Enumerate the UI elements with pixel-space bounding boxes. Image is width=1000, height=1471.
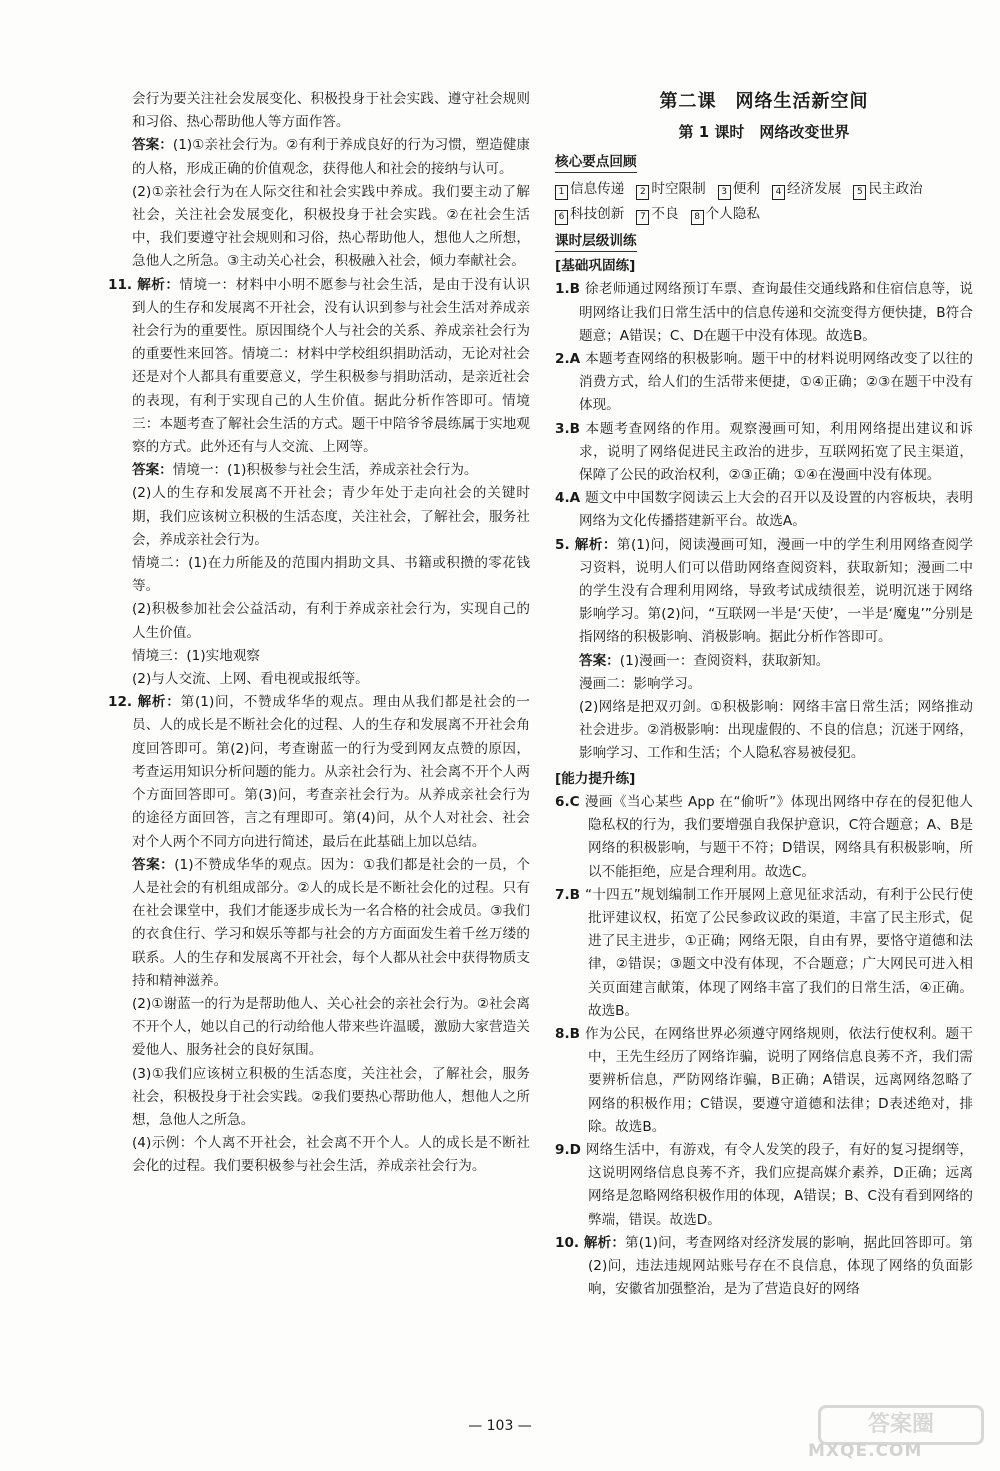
label: 解析：	[137, 694, 181, 711]
left-paragraph	[108, 1132, 530, 1178]
left-paragraph	[108, 552, 530, 598]
watermark	[808, 1405, 988, 1465]
paragraph-text: (1)①亲社会行为。②有利于养成良好的行为习惯，塑造健康的人格，形成正确的价值观念，获得他人和社会的接纳与认可。	[132, 137, 530, 177]
key-point-index: 6	[555, 210, 568, 225]
question-item	[555, 418, 973, 488]
left-paragraph	[108, 88, 530, 134]
question-number: 4.A	[555, 490, 586, 507]
paragraph-text: (2)人的生存和发展离不开社会；青少年处于走向社会的关键时期，我们应该树立积极的生活态度，关注社会，了解社会，服务社会，养成亲社会行为。	[132, 485, 530, 548]
label: 解析：	[574, 536, 617, 553]
paragraph-text: 作为公民，在网络世界必须遵守网络规则，依法行使权利。题干中，王先生经历了网络诈骗，说明了网络信息良莠不齐，我们需要辨析信息，严防网络诈骗，B正确；A错误，远离网络忽略了网络的积极作用；C错误，要遵守道德和法律；D表述绝对，排除。故选B。	[585, 1025, 974, 1135]
key-point	[772, 178, 841, 201]
q5-answer	[555, 650, 973, 766]
key-point-text: 经济发展	[786, 180, 842, 197]
paragraph-text: 第(1)问，考查网络对经济发展的影响，据此回答即可。第(2)问，违法违规网站账号存在不良信息，体现了网络的负面影响，安徽省加强整治，是为了营造良好的网络	[588, 1234, 973, 1298]
paragraph-text: (2)①亲社会行为在人际交往和社会实践中养成。我们要主动了解社会，关注社会发展变化，积极投身于社会实践。②在社会生活中，我们要遵守社会规则和习俗，热心帮助他人，想他人之所想，急他人之所急。③主动关心社会，积极融入社会，倾力奉献社会。	[132, 183, 530, 270]
lesson-title: 第二课 网络生活新空间	[659, 91, 869, 112]
right-column	[555, 88, 973, 1301]
paragraph-text: 情境一：(1)积极参与社会生活，养成亲社会行为。	[172, 462, 478, 479]
label: 解析：	[583, 1234, 626, 1251]
question-number: 12.	[108, 694, 138, 711]
left-paragraph	[108, 482, 530, 552]
key-point	[636, 203, 678, 226]
key-point-index: 3	[718, 185, 731, 200]
watermark-logo: 答案圈	[818, 1405, 984, 1445]
paragraph-text: (2)网络是把双刃剑。①积极影响：网络丰富日常生活；网络推动社会进步。②消极影响：出现虚假的、不良的信息；沉迷于网络，影响学习、工作和生活；个人隐私容易被侵犯。	[579, 699, 973, 762]
paragraph-text: (1)不赞成华华的观点。因为：①我们都是社会的一员，个人是社会的有机组成部分。②人的成长是不断社会化的过程。只有在社会课堂中，我们才能逐步成长为一名合格的社会成员。③我们的衣食住行、学习和娱乐等都与社会的方方面面发生着千丝万缕的联系。人的生存和发展离不开社会，每个人都从社会中获得物质支持和精神滋养。	[132, 856, 530, 989]
core-points-heading: 核心要点回顾	[555, 152, 637, 173]
left-column	[108, 88, 530, 1179]
question-item	[555, 278, 973, 348]
paragraph-text: 漫画《当心某些 App 在“偷听”》体现出网络中存在的侵犯他人隐私权的行为，我们要增强自我保护意识，C符合题意；A、B是网络的积极影响，与题干不符；D错误，网络具有积极影响，所以不能拒绝，应是合理利用。故选C。	[584, 793, 973, 880]
key-point-text: 时空限制	[651, 180, 706, 197]
left-paragraph	[108, 854, 530, 993]
key-point-index: 7	[636, 210, 649, 225]
question-number: 3.B	[555, 420, 586, 437]
key-point-text: 民主政治	[868, 180, 923, 197]
paragraph-text: (4)示例：个人离不开社会，社会离不开个人。人的成长是不断社会化的过程。我们要积极参与社会生活，养成亲社会行为。	[132, 1135, 530, 1175]
question-number: 8.B	[555, 1025, 585, 1042]
question-number: 1.B	[555, 281, 585, 298]
paragraph-text: 会行为要关注社会发展变化、积极投身于社会实践、遵守社会规则和习俗、热心帮助他人等方面作答。	[132, 91, 530, 131]
key-point-text: 个人隐私	[705, 205, 760, 222]
label: 解析：	[137, 276, 180, 293]
key-point-index: 4	[772, 185, 785, 200]
paragraph-text: (2)积极参加社会公益活动，有利于养成亲社会行为，实现自己的人生价值。	[132, 601, 530, 641]
key-point-text: 科技创新	[570, 205, 625, 222]
left-paragraph	[108, 181, 530, 274]
paragraph-text: 本题考查网络的积极影响。题干中的材料说明网络改变了以往的消费方式，给人们的生活带来便捷，①④正确；②③在题干中没有体现。	[579, 351, 973, 414]
key-point-index: 1	[555, 185, 568, 200]
left-paragraph	[108, 598, 530, 644]
key-point	[853, 178, 922, 201]
question-number: 7.B	[555, 886, 585, 903]
left-paragraph	[108, 1063, 530, 1133]
paragraph-text: (2)与人交流、上网、看电视或报纸等。	[132, 671, 369, 688]
key-point	[555, 178, 624, 201]
practice-heading: 课时层级训练	[555, 231, 637, 252]
key-point-text: 便利	[732, 180, 760, 197]
left-paragraph	[108, 274, 530, 460]
key-point	[718, 178, 760, 201]
question-item	[555, 884, 973, 1023]
left-paragraph	[108, 668, 530, 691]
paragraph-text: 情境二：(1)在力所能及的范围内捐助文具、书籍或积攒的零花钱等。	[132, 555, 530, 595]
paragraph-text: “十四五”规划编制工作开展网上意见征求活动，有利于公民行使批评建议权，拓宽了公民参政议政的渠道，丰富了民主形式，促进了民主进步，①正确；网络无限，自由有界，要恪守道德和法律，②错误；③题文中没有体现，不合题意；广大网民可进入相关页面建言献策，体现了网络丰富了我们的日常生活，④正确。故选B。	[584, 886, 973, 1019]
paragraph-text: 徐老师通过网络预订车票、查询最佳交通线路和住宿信息等，说明网络让我们日常生活中的信息传递和交流变得方便快捷，B符合题意；A错误；C、D在题干中没有体现。故选B。	[579, 281, 974, 344]
left-paragraph	[108, 993, 530, 1063]
label: 答案：	[132, 856, 175, 873]
key-point	[555, 203, 624, 226]
paragraph-text: 情境三：(1)实地观察	[132, 647, 261, 664]
key-point-text: 不良	[651, 205, 679, 222]
key-point-index: 2	[636, 185, 649, 200]
question-item	[555, 348, 973, 418]
question-number: 6.C	[555, 793, 585, 810]
paragraph-text: 网络生活中，有游戏，有令人发笑的段子，有好的复习提纲等，这说明网络信息良莠不齐，我们应提高媒介素养，D正确；远离网络是忽略网络积极作用的体现，A错误；B、C没有看到网络的弊端，错误。故选D。	[585, 1141, 974, 1228]
page-number: — 103 —	[468, 1418, 532, 1434]
question-number: 11.	[108, 276, 138, 293]
question-number: 10.	[555, 1234, 584, 1251]
paragraph-text: (2)①谢蓝一的行为是帮助他人、关心社会的亲社会行为。②社会离不开个人，她以自己的行动给他人带来些许温暖，激励大家营造关爱他人、服务社会的良好氛围。	[132, 995, 530, 1059]
paragraph-text: 第(1)问，不赞成华华的观点。理由从我们都是社会的一员、人的成长是不断社会化的过程、人的生存和发展离不开社会角度回答即可。第(2)问，考查谢蓝一的行为受到网友点赞的原因，考查运用知识分析问题的能力。从亲社会行为、社会离不开个人两个方面回答即可。第(3)问，考查亲社会行为。从养成亲社会行为的途径方面回答，言之有理即可。第(4)问，从个人对社会、社会对个人两个不同方向进行简述，最后在此基础上加以总结。	[132, 694, 530, 850]
lesson-subtitle: 第 1 课时 网络改变世界	[678, 123, 850, 142]
key-point	[691, 203, 760, 226]
ability-practice-heading: [能力提升练]	[555, 770, 636, 787]
paragraph-text: (1)漫画一：查阅资料，获取新知。	[619, 652, 830, 669]
label: 答案：	[132, 137, 173, 154]
answer-paragraph	[555, 650, 973, 673]
key-point-index: 8	[691, 210, 704, 225]
key-point-text: 信息传递	[570, 180, 625, 197]
question-number: 2.A	[555, 351, 586, 368]
left-paragraph	[108, 134, 530, 180]
question-number: 9.D	[555, 1141, 586, 1158]
paragraph-text: (3)①我们应该树立积极的生活态度，关注社会，了解社会，服务社会，积极投身于社会实践。②我们要热心帮助他人，想他人之所想，急他人之所急。	[132, 1065, 530, 1128]
paragraph-text: 漫画二：影响学习。	[579, 675, 702, 692]
paragraph-text: 第(1)问，阅读漫画可知，漫画一中的学生利用网络查阅学习资料，说明人们可以借助网络查阅资料，获取新知；漫画二中的学生没有合理利用网络，导致考试成绩很差，说明沉迷于网络影响学习。第(2)问，“互联网一半是‘天使’，一半是‘魔鬼’”分别是指网络的积极影响、消极影响。据此分析作答即可。	[579, 536, 973, 646]
question-item	[555, 1232, 973, 1302]
watermark-url: MXQE.COM	[808, 1441, 923, 1461]
label: 答案：	[579, 652, 620, 669]
ability-questions	[555, 791, 973, 1301]
question-item	[555, 791, 973, 884]
basic-practice-heading: [基础巩固练]	[555, 258, 636, 275]
answer-paragraph	[555, 673, 973, 696]
paragraph-text: 本题考查网络的作用。观察漫画可知，利用网络提出建议和诉求，说明了网络促进民主政治的进步，互联网拓宽了民主渠道，保障了公民的政治权利，②③正确；①④在漫画中没有体现。	[579, 420, 974, 484]
question-number: 5.	[555, 536, 575, 553]
left-paragraph	[108, 691, 530, 853]
basic-questions	[555, 278, 973, 649]
key-point-index: 5	[853, 185, 866, 200]
paragraph-text: 题文中中国数字阅读云上大会的召开以及设置的内容板块，表明网络为文化传播搭建新平台。故选A。	[579, 490, 973, 530]
question-item	[555, 534, 973, 650]
answer-paragraph	[555, 696, 973, 766]
key-point	[636, 178, 705, 201]
paragraph-text: 情境一：材料中小明不愿参与社会生活，是由于没有认识到人的生存和发展离不开社会，没有认识到参与社会生活对养成亲社会行为的重要性。原因围绕个人与社会的关系、养成亲社会行为的重要性来回答。情境二：材料中学校组织捐助活动，无论对社会还是对个人都具有重要意义，学生积极参与捐助活动，是亲近社会的表现，有利于实现自己的人生价值。据此分析作答即可。情境三：本题考查了解社会生活的方式。题干中陪爷爷晨练属于实地观察的方式。此外还有与人交流、上网等。	[132, 276, 531, 456]
question-item	[555, 1023, 973, 1139]
key-points-list	[555, 175, 973, 229]
left-paragraph	[108, 459, 530, 482]
label: 答案：	[132, 462, 173, 479]
left-paragraph	[108, 645, 530, 668]
question-item	[555, 1139, 973, 1232]
question-item	[555, 487, 973, 533]
